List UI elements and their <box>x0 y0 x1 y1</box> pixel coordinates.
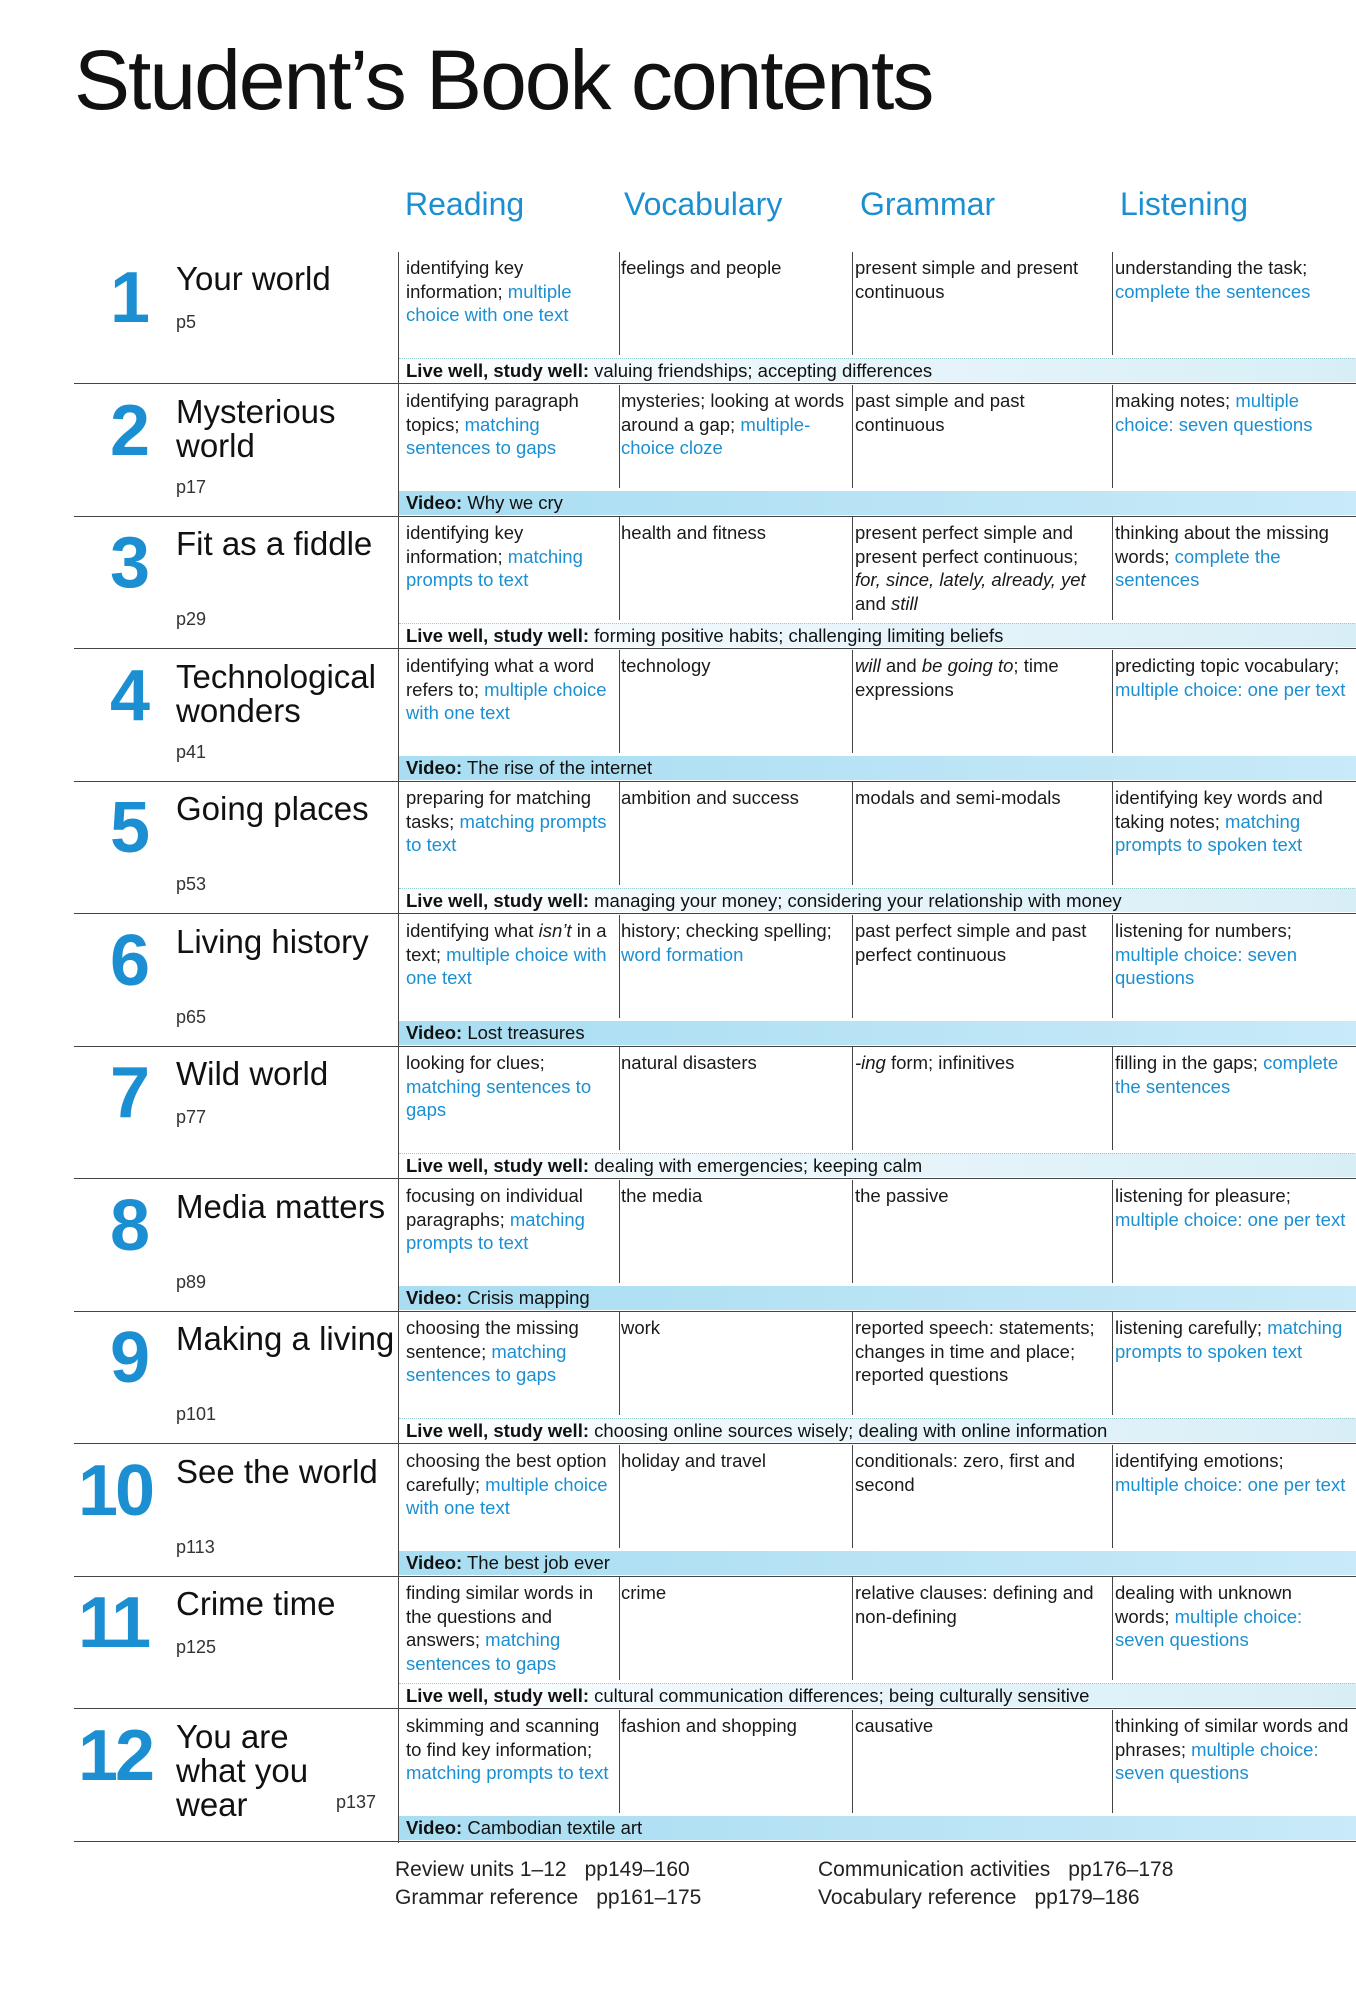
cell-text: predicting topic vocabulary; <box>1115 655 1340 676</box>
cell-vocabulary <box>621 1047 849 1075</box>
column-divider <box>852 650 853 753</box>
column-divider <box>852 1180 853 1283</box>
cell-reading <box>406 915 616 990</box>
unit-page: p41 <box>176 742 207 762</box>
unit-cells <box>398 650 1356 783</box>
band-label: Live well, study well: <box>406 624 589 646</box>
unit-title: Technological wonders <box>176 658 376 729</box>
cell-vocabulary <box>621 1577 849 1605</box>
task-type: multiple choice with one text <box>406 678 607 723</box>
column-divider <box>1112 517 1113 620</box>
cell-text: present simple and present continuous <box>855 257 1079 302</box>
cell-text: dealing with unknown words; <box>1115 1582 1292 1627</box>
unit-cells <box>398 385 1356 518</box>
band-text: forming positive habits; challenging limiting beliefs <box>589 624 1004 646</box>
task-type: matching prompts to text <box>406 810 607 855</box>
cell-listening <box>1115 1047 1351 1098</box>
cell-reading <box>406 1180 616 1255</box>
unit-page: p29 <box>176 609 207 629</box>
task-type: multiple choice: one per text <box>1115 1208 1346 1230</box>
row-divider <box>74 1443 1356 1444</box>
band-label: Live well, study well: <box>406 889 589 911</box>
cell-text: skimming and scanning to find key information; <box>406 1715 600 1760</box>
unit-cells <box>398 915 1356 1048</box>
footer-item <box>818 1884 1173 1912</box>
cell-text: form; infinitives <box>885 1052 1015 1073</box>
cell-text: identifying key information; <box>406 522 524 567</box>
page-title: Student’s Book contents <box>74 33 933 127</box>
unit-page: p77 <box>176 1107 207 1127</box>
column-divider <box>1112 782 1113 885</box>
cell-listening <box>1115 1445 1351 1496</box>
cell-text: still <box>891 592 918 614</box>
band-label: Live well, study well: <box>406 1419 589 1441</box>
column-divider <box>1112 915 1113 1018</box>
cell-text: be going to <box>921 655 1014 676</box>
cell-text: for, since, lately, already, yet <box>855 569 1086 590</box>
unit-cells <box>398 517 1356 650</box>
footer-pages: pp179–186 <box>1034 1886 1140 1909</box>
column-divider <box>852 782 853 885</box>
video-band <box>399 1286 1356 1310</box>
cell-listening <box>1115 650 1351 701</box>
band-label: Video: <box>406 756 463 778</box>
column-divider <box>852 1047 853 1150</box>
video-band <box>399 491 1356 515</box>
column-divider <box>619 915 620 1018</box>
column-headers <box>0 186 1356 236</box>
unit-title: Fit as a fiddle <box>176 525 373 562</box>
cell-vocabulary <box>621 1445 849 1473</box>
row-divider <box>74 913 1356 914</box>
unit-title: You are what you wear <box>176 1718 309 1823</box>
band-label: Live well, study well: <box>406 1154 589 1176</box>
cell-text: and <box>880 655 922 676</box>
cell-vocabulary <box>621 517 849 545</box>
unit-row <box>0 385 1356 518</box>
footer-label: Communication activities <box>818 1858 1051 1881</box>
cell-reading <box>406 1445 616 1520</box>
cell-text: past simple and past continuous <box>855 390 1025 435</box>
unit-title: Mysterious world <box>176 393 336 464</box>
live-well-band <box>399 1683 1356 1707</box>
footer-left <box>395 1856 701 1912</box>
unit-page: p125 <box>176 1637 217 1657</box>
band-label: Live well, study well: <box>406 359 589 381</box>
task-type: complete the sentences <box>1115 545 1281 590</box>
band-text: Crisis mapping <box>462 1286 590 1308</box>
cell-text: present perfect simple and present perfect continuous; <box>855 522 1079 567</box>
cell-reading <box>406 385 616 460</box>
cell-text: past perfect simple and past perfect continuous <box>855 920 1087 965</box>
unit-title: Your world <box>176 260 331 297</box>
unit-page: p101 <box>176 1404 217 1424</box>
task-type: matching sentences to gaps <box>406 1629 561 1674</box>
band-label: Video: <box>406 1286 463 1308</box>
video-band <box>399 1551 1356 1575</box>
unit-number: 2 <box>110 391 148 471</box>
cell-text: technology <box>621 655 711 676</box>
footer-label: Grammar reference <box>395 1886 579 1909</box>
unit-page: p65 <box>176 1007 207 1027</box>
unit-row <box>0 915 1356 1048</box>
unit-cells <box>398 782 1356 915</box>
cell-text: and <box>855 592 892 614</box>
band-text: Why we cry <box>462 491 563 513</box>
cell-text: fashion and shopping <box>621 1715 797 1736</box>
column-divider <box>619 1047 620 1150</box>
task-type: matching prompts to spoken text <box>1115 810 1303 855</box>
column-divider <box>619 517 620 620</box>
task-type: matching sentences to gaps <box>406 1340 567 1385</box>
footer-pages: pp161–175 <box>596 1886 702 1909</box>
cell-text: history; checking spelling; <box>621 920 832 941</box>
cell-text: work <box>621 1317 661 1338</box>
unit-page: p53 <box>176 874 207 894</box>
cell-reading <box>406 650 616 725</box>
unit-title: Crime time <box>176 1585 336 1622</box>
band-text: The rise of the internet <box>462 756 653 778</box>
unit-number: 5 <box>110 788 148 868</box>
task-type: multiple-choice cloze <box>621 413 811 458</box>
column-divider <box>619 252 620 355</box>
cell-grammar <box>855 385 1109 436</box>
band-text: valuing friendships; accepting differences <box>589 359 933 381</box>
cell-text: causative <box>855 1715 934 1736</box>
cell-text: looking for clues; <box>406 1052 545 1073</box>
task-type: multiple choice: one per text <box>1115 1473 1346 1495</box>
cell-text: finding similar words in the questions and answers; <box>406 1582 594 1650</box>
band-text: The best job ever <box>462 1551 610 1573</box>
cell-text: feelings and people <box>621 257 782 278</box>
unit-row <box>0 517 1356 650</box>
cell-grammar <box>855 252 1109 303</box>
task-type: multiple choice: seven questions <box>1115 943 1298 988</box>
unit-page: p5 <box>176 312 197 332</box>
cell-reading <box>406 252 616 327</box>
cell-text: choosing the best option carefully; <box>406 1450 607 1495</box>
row-divider <box>74 383 1356 384</box>
band-text: Cambodian textile art <box>462 1816 643 1838</box>
cell-text: ; time expressions <box>855 655 1059 700</box>
column-divider <box>1112 1577 1113 1680</box>
cell-text: thinking about the missing words; <box>1115 522 1329 567</box>
unit-number: 10 <box>78 1451 153 1531</box>
cell-text: conditionals: zero, first and second <box>855 1450 1076 1495</box>
video-band <box>399 756 1356 780</box>
unit-number: 12 <box>78 1716 153 1796</box>
column-divider <box>1112 1047 1113 1150</box>
unit-title: Wild world <box>176 1055 329 1092</box>
cell-vocabulary <box>621 650 849 678</box>
footer-right <box>818 1856 1173 1912</box>
cell-grammar <box>855 650 1109 701</box>
cell-text: listening for numbers; <box>1115 920 1292 941</box>
task-type: matching sentences to gaps <box>406 1075 592 1120</box>
column-divider <box>1112 1710 1113 1813</box>
row-divider <box>74 648 1356 649</box>
task-type: multiple choice with one text <box>406 1473 608 1518</box>
unit-title: Living history <box>176 923 369 960</box>
cell-text: identifying key information; <box>406 257 524 302</box>
cell-text: ambition and success <box>621 787 799 808</box>
footer-pages: pp176–178 <box>1068 1858 1174 1881</box>
cell-reading <box>406 517 616 592</box>
band-label: Video: <box>406 1021 463 1043</box>
column-divider <box>852 1445 853 1548</box>
column-divider <box>852 1312 853 1415</box>
cell-vocabulary <box>621 1180 849 1208</box>
cell-text: relative clauses: defining and non-defining <box>855 1582 1094 1627</box>
cell-listening <box>1115 517 1351 592</box>
cell-text: identifying paragraph topics; <box>406 390 579 435</box>
row-divider <box>74 1841 1356 1842</box>
unit-cells <box>398 252 1356 385</box>
cell-text: listening for pleasure; <box>1115 1185 1291 1206</box>
column-divider <box>1112 1445 1113 1548</box>
unit-page: p137 <box>336 1792 377 1812</box>
column-divider <box>1112 252 1113 355</box>
column-divider <box>1112 650 1113 753</box>
task-type: multiple choice with one text <box>406 280 572 325</box>
task-type: multiple choice: one per text <box>1115 678 1346 700</box>
cell-listening <box>1115 1312 1351 1363</box>
task-type: complete the sentences <box>1115 1052 1339 1097</box>
column-divider <box>852 1710 853 1813</box>
cell-text: mysteries; looking at words around a gap; <box>621 390 845 435</box>
band-label: Video: <box>406 1551 463 1573</box>
cell-text: identifying what <box>406 920 539 941</box>
unit-number: 4 <box>110 656 148 736</box>
column-divider <box>852 385 853 488</box>
cell-grammar <box>855 1577 1109 1628</box>
cell-text: focusing on individual paragraphs; <box>406 1185 583 1230</box>
cell-text: identifying what a word refers to; <box>406 655 595 700</box>
task-type: matching prompts to text <box>406 1208 585 1253</box>
cell-vocabulary <box>621 252 849 280</box>
column-divider <box>1112 1312 1113 1415</box>
task-type: multiple choice with one text <box>406 943 607 988</box>
column-divider <box>619 1180 620 1283</box>
unit-row <box>0 1710 1356 1843</box>
task-type: multiple choice: seven questions <box>1115 1738 1319 1783</box>
column-divider <box>619 1577 620 1680</box>
unit-number: 9 <box>110 1318 148 1398</box>
cell-vocabulary <box>621 915 849 966</box>
task-type: word formation <box>621 943 744 965</box>
band-text: managing your money; considering your relationship with money <box>589 889 1122 911</box>
unit-cells <box>398 1445 1356 1578</box>
unit-page: p113 <box>176 1537 215 1557</box>
unit-number: 1 <box>110 258 148 338</box>
footer-item <box>818 1856 1173 1884</box>
cell-text: modals and semi-modals <box>855 787 1061 808</box>
task-type: complete the sentences <box>1115 280 1311 302</box>
unit-row <box>0 1312 1356 1445</box>
cell-listening <box>1115 385 1351 436</box>
band-text: cultural communication differences; being culturally sensitive <box>589 1684 1090 1706</box>
cell-text: identifying key words and taking notes; <box>1115 787 1323 832</box>
unit-page: p89 <box>176 1272 207 1292</box>
band-text: Lost treasures <box>462 1021 585 1043</box>
unit-page: p17 <box>176 477 207 497</box>
cell-text: natural disasters <box>621 1052 757 1073</box>
footer-label: Vocabulary reference <box>818 1886 1017 1909</box>
unit-title: See the world <box>176 1453 378 1490</box>
column-header-vocabulary: Vocabulary <box>624 186 783 222</box>
unit-row <box>0 1577 1356 1710</box>
band-text: choosing online sources wisely; dealing with online information <box>589 1419 1108 1441</box>
video-band <box>399 1021 1356 1045</box>
column-divider <box>852 1577 853 1680</box>
cell-listening <box>1115 252 1351 303</box>
task-type: matching prompts to text <box>406 545 583 590</box>
cell-text: isn’t <box>538 920 572 941</box>
cell-text: understanding the task; <box>1115 257 1308 278</box>
unit-row <box>0 1445 1356 1578</box>
cell-text: thinking of similar words and phrases; <box>1115 1715 1349 1760</box>
task-type: matching prompts to text <box>406 1762 609 1783</box>
cell-reading <box>406 782 616 857</box>
unit-cells <box>398 1180 1356 1313</box>
column-divider <box>852 915 853 1018</box>
cell-text: crime <box>621 1582 667 1603</box>
cell-text: preparing for matching tasks; <box>406 787 592 832</box>
video-band <box>399 1816 1356 1840</box>
unit-row <box>0 1180 1356 1313</box>
column-divider <box>619 1445 620 1548</box>
unit-cells <box>398 1577 1356 1710</box>
unit-number: 8 <box>110 1186 148 1266</box>
column-divider <box>619 1312 620 1415</box>
cell-text: the passive <box>855 1185 949 1206</box>
column-header-reading: Reading <box>405 186 525 222</box>
cell-grammar <box>855 915 1109 966</box>
cell-vocabulary <box>621 385 849 460</box>
band-label: Video: <box>406 491 463 513</box>
cell-vocabulary <box>621 782 849 810</box>
task-type: matching prompts to spoken text <box>1115 1317 1343 1362</box>
unit-number: 11 <box>78 1583 149 1663</box>
cell-reading <box>406 1047 616 1122</box>
live-well-band <box>399 1153 1356 1177</box>
column-divider <box>619 385 620 488</box>
unit-cells <box>398 1312 1356 1445</box>
cell-text: filling in the gaps; <box>1115 1052 1264 1073</box>
band-label: Video: <box>406 1816 463 1838</box>
cell-text: making notes; <box>1115 390 1236 411</box>
cell-text: will <box>855 655 881 676</box>
cell-vocabulary <box>621 1312 849 1340</box>
column-divider <box>1112 385 1113 488</box>
unit-row <box>0 1047 1356 1180</box>
cell-text: holiday and travel <box>621 1450 767 1471</box>
column-header-listening: Listening <box>1120 186 1249 222</box>
unit-number: 6 <box>110 921 148 1001</box>
task-type: matching sentences to gaps <box>406 413 557 458</box>
cell-reading <box>406 1577 616 1675</box>
unit-row <box>0 650 1356 783</box>
row-divider <box>74 1178 1356 1179</box>
live-well-band <box>399 623 1356 647</box>
task-type: multiple choice: seven questions <box>1115 390 1313 435</box>
cell-grammar <box>855 1180 1109 1208</box>
band-text: dealing with emergencies; keeping calm <box>589 1154 923 1176</box>
cell-text: health and fitness <box>621 522 767 543</box>
unit-number: 7 <box>110 1053 148 1133</box>
column-divider <box>619 782 620 885</box>
unit-cells <box>398 1047 1356 1180</box>
cell-grammar <box>855 517 1109 615</box>
cell-vocabulary <box>621 1710 849 1738</box>
column-divider <box>852 517 853 620</box>
unit-number: 3 <box>110 523 148 603</box>
cell-reading <box>406 1312 616 1387</box>
footer-item <box>395 1856 701 1884</box>
unit-row <box>0 252 1356 385</box>
column-header-grammar: Grammar <box>860 186 996 222</box>
cell-grammar <box>855 782 1109 810</box>
cell-listening <box>1115 1180 1351 1231</box>
band-label: Live well, study well: <box>406 1684 589 1706</box>
live-well-band <box>399 358 1356 382</box>
row-divider <box>74 1708 1356 1709</box>
cell-grammar <box>855 1710 1109 1738</box>
cell-listening <box>1115 1710 1351 1785</box>
footer-pages: pp149–160 <box>584 1858 690 1881</box>
unit-cells <box>398 1710 1356 1843</box>
column-divider <box>1112 1180 1113 1283</box>
cell-listening <box>1115 782 1351 857</box>
cell-text: listening carefully; <box>1115 1317 1268 1338</box>
unit-title: Making a living <box>176 1320 395 1357</box>
cell-grammar <box>855 1047 1109 1075</box>
cell-reading <box>406 1710 616 1785</box>
column-divider <box>619 650 620 753</box>
cell-grammar <box>855 1312 1109 1387</box>
cell-text: -ing <box>855 1052 886 1073</box>
footer-label: Review units 1–12 <box>395 1858 567 1881</box>
column-divider <box>619 1710 620 1813</box>
cell-text: identifying emotions; <box>1115 1450 1284 1471</box>
cell-text: choosing the missing sentence; <box>406 1317 579 1362</box>
task-type: multiple choice: seven questions <box>1115 1605 1303 1650</box>
footer-item <box>395 1884 701 1912</box>
cell-grammar <box>855 1445 1109 1496</box>
live-well-band <box>399 1418 1356 1442</box>
cell-text: in a text; <box>406 920 607 965</box>
cell-text: reported speech: statements; changes in time and place; reported questions <box>855 1317 1095 1385</box>
cell-listening <box>1115 1577 1351 1652</box>
unit-row <box>0 782 1356 915</box>
live-well-band <box>399 888 1356 912</box>
unit-title: Media matters <box>176 1188 386 1225</box>
column-divider <box>852 252 853 355</box>
cell-text: the media <box>621 1185 703 1206</box>
unit-title: Going places <box>176 790 369 827</box>
cell-listening <box>1115 915 1351 990</box>
